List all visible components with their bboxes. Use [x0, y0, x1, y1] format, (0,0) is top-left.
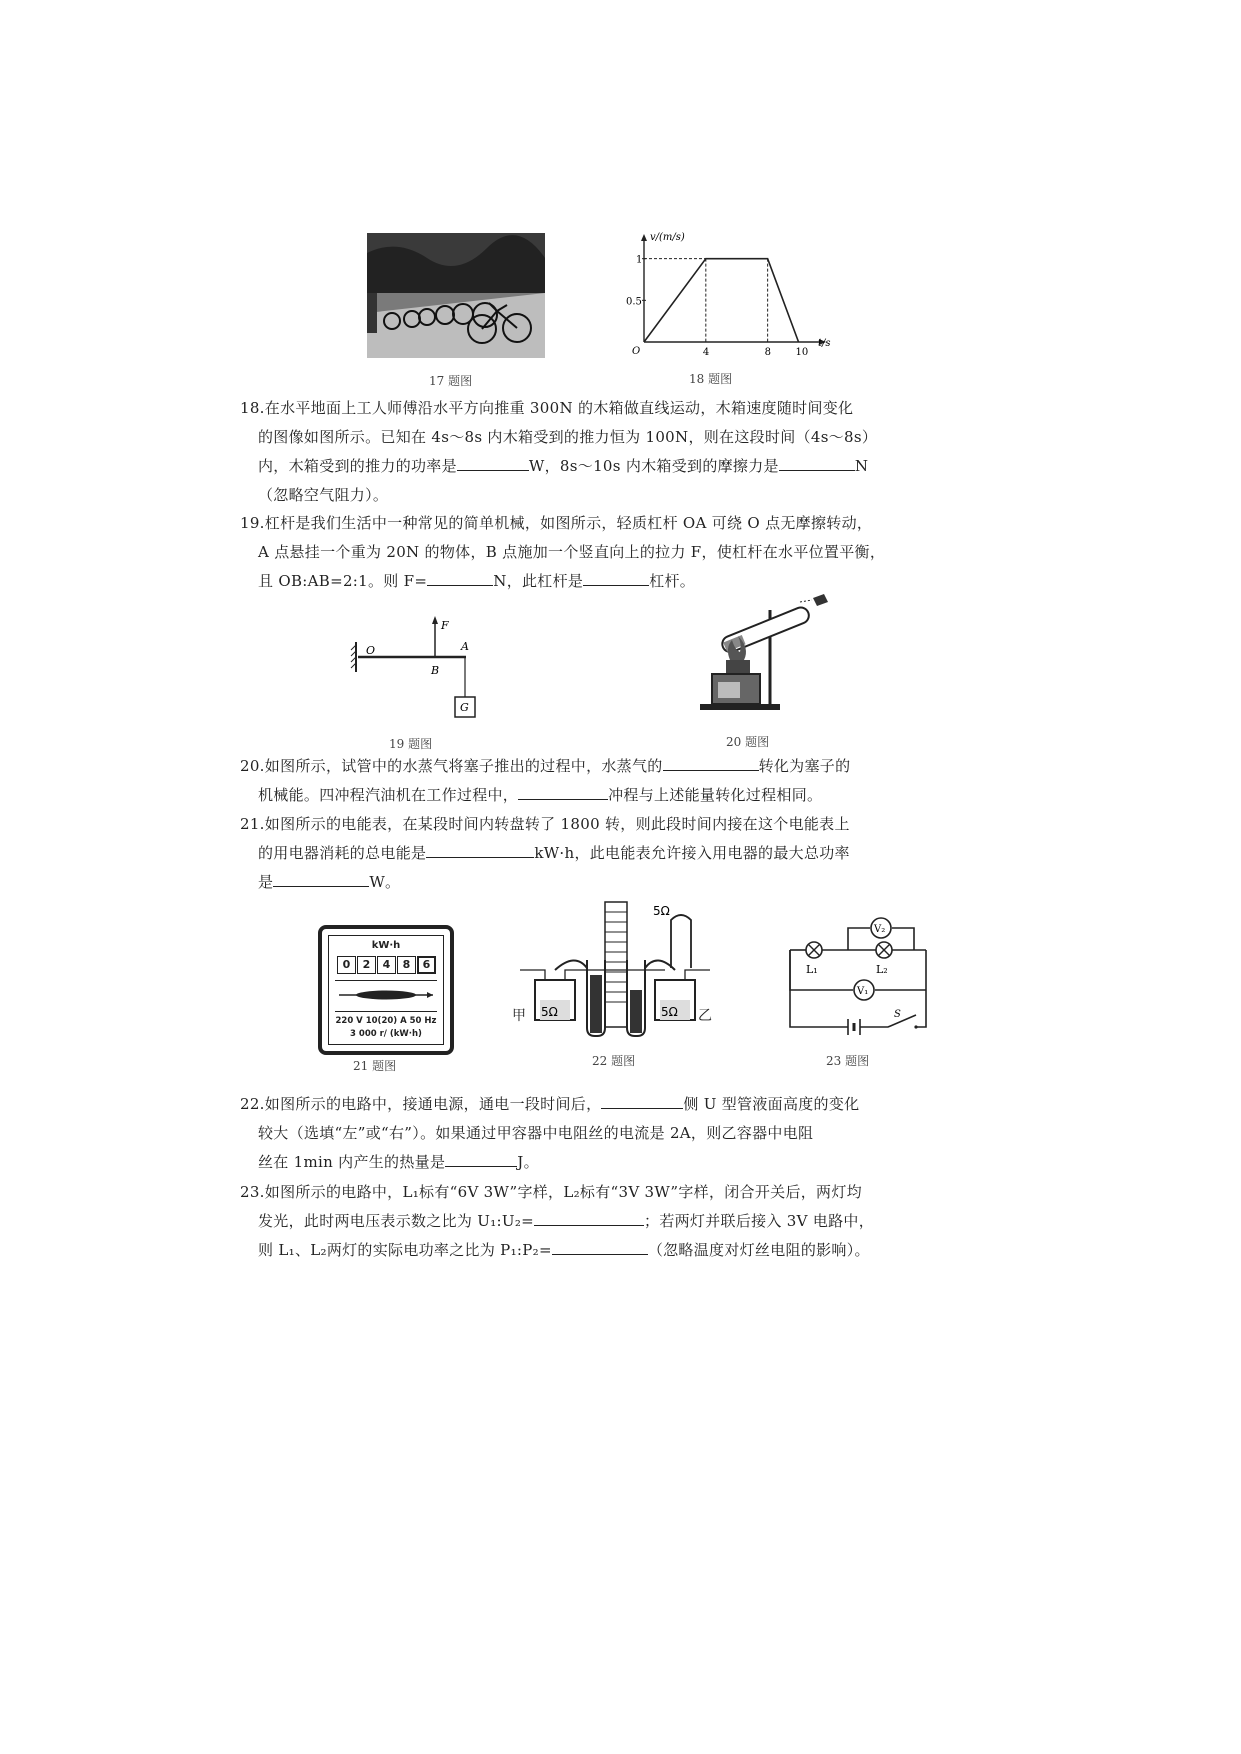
fig19-caption: 19 题图 [389, 737, 433, 751]
y-axis-label: v/(m/s) [650, 232, 685, 243]
meter-spec-rating: 220 V 10(20) A 50 Hz [335, 1016, 437, 1026]
origin-label: O [632, 346, 641, 357]
fig21-energy-meter [318, 925, 454, 1055]
meter-digit-decimal: 6 [417, 956, 436, 974]
fig23-circuit [788, 915, 928, 1035]
lever-label-g: G [460, 701, 469, 714]
q23-blank-power-ratio[interactable] [552, 1238, 648, 1255]
velocity-time-chart [628, 232, 838, 357]
question-20 [240, 752, 1018, 810]
r-top-label: 5Ω [653, 904, 670, 918]
x-tick-label: 10 [795, 347, 809, 358]
y-axis-arrow [641, 234, 647, 241]
q19-blank-force[interactable] [427, 569, 493, 586]
fig22-left-label: 甲 [512, 1008, 526, 1024]
fig17-photo [367, 233, 545, 358]
q19-line3: 且 OB:AB=2:1。则 F= N，此杠杆是 杠杆。 [258, 567, 1018, 596]
q18-blank-friction[interactable] [779, 454, 855, 471]
q21-blank-max-power[interactable] [273, 870, 369, 887]
q20-blank-energy[interactable] [663, 754, 759, 771]
q21-blank-energy[interactable] [426, 841, 534, 858]
q18-line3: 内，木箱受到的推力的功率是 W，8s～10s 内木箱受到的摩擦力是 N [258, 452, 1018, 481]
y-tick-label: 1 [636, 254, 643, 266]
fig23-caption: 23 题图 [826, 1054, 870, 1068]
meter-disc-icon [335, 981, 437, 1009]
q23-line3: 则 L₁、L₂两灯的实际电功率之比为 P₁:P₂= （忽略温度对灯丝电阻的影响）。 [258, 1236, 1018, 1265]
r-left-label: 5Ω [541, 1005, 558, 1019]
lever-label-a: A [461, 640, 469, 653]
fig22-joule-apparatus [505, 900, 725, 1045]
meter-unit: kW·h [371, 940, 401, 951]
x-tick-label: 4 [702, 347, 710, 358]
fig17-caption: 17 题图 [429, 374, 473, 388]
series-line [644, 259, 799, 342]
question-22 [240, 1090, 1018, 1177]
lamp-l2-label: L₂ [876, 963, 888, 976]
fig21-caption: 21 题图 [353, 1059, 397, 1073]
fig22-right-label: 乙 [698, 1008, 712, 1024]
q19-line1: 19.杠杆是我们生活中一种常见的简单机械，如图所示，轻质杠杆 OA 可绕 O 点无摩擦转动， [240, 514, 873, 532]
q18-line4: （忽略空气阻力）。 [258, 486, 389, 504]
meter-digit: 8 [397, 956, 416, 974]
question-21 [240, 810, 1018, 897]
fig19-lever [348, 612, 488, 722]
meter-spec-revolutions: 3 000 r/ (kW·h) [350, 1029, 422, 1039]
q23-number: 23. [240, 1183, 265, 1201]
lamp-l1-label: L₁ [806, 963, 818, 976]
meter-disc-slot [335, 980, 437, 1012]
q22-line1: 22.如图所示的电路中，接通电源，通电一段时间后， 侧 U 型管液面高度的变化 [258, 1090, 1018, 1119]
lever-label-f: F [441, 619, 449, 632]
q18-number: 18. [240, 399, 265, 417]
fig18-caption: 18 题图 [689, 372, 733, 386]
q22-number: 22. [240, 1095, 265, 1113]
question-19 [240, 509, 1018, 596]
q21-number: 21. [240, 815, 265, 833]
q18-line1: 18.在水平地面上工人师傅沿水平方向推重 300N 的木箱做直线运动，木箱速度随时间变化 [240, 399, 854, 417]
q23-line2: 发光，此时两电压表示数之比为 U₁:U₂= ；若两灯并联后接入 3V 电路中， [258, 1207, 1018, 1236]
q18-blank-power[interactable] [457, 454, 529, 471]
q20-line2: 机械能。四冲程汽油机在工作过程中， 冲程与上述能量转化过程相同。 [258, 781, 1018, 810]
q22-blank-heat[interactable] [445, 1150, 517, 1167]
fig22-caption: 22 题图 [592, 1054, 636, 1068]
q23-line1: 23.如图所示的电路中，L₁标有“6V 3W”字样，L₂标有“3V 3W”字样，闭合开关后，两灯均 [240, 1183, 862, 1201]
meter-digits [337, 956, 437, 974]
lever-label-b: B [431, 664, 440, 677]
q23-blank-voltage-ratio[interactable] [534, 1209, 644, 1226]
meter-digit: 4 [377, 956, 396, 974]
voltmeter-v2-label: V₂ [874, 924, 886, 935]
q20-line1: 20.如图所示，试管中的水蒸气将塞子推出的过程中，水蒸气的 转化为塞子的 [258, 752, 1018, 781]
q20-blank-stroke[interactable] [518, 783, 608, 800]
q20-number: 20. [240, 757, 265, 775]
lever-label-o: O [366, 644, 376, 657]
q21-line3: 是 W。 [258, 868, 1018, 897]
q22-line2: 较大（选填“左”或“右”）。如果通过甲容器中电阻丝的电流是 2A，则乙容器中电阻 [258, 1124, 814, 1142]
x-axis-label: t/s [818, 338, 831, 349]
fig18-chart [628, 232, 838, 357]
circuit-diagram [788, 915, 928, 1035]
fig20-caption: 20 题图 [726, 735, 770, 749]
q22-blank-side[interactable] [601, 1092, 683, 1109]
meter-digit: 0 [337, 956, 356, 974]
r-right-label: 5Ω [661, 1005, 678, 1019]
q19-number: 19. [240, 514, 265, 532]
q19-line2: A 点悬挂一个重为 20N 的物体，B 点施加一个竖直向上的拉力 F，使杠杆在水平位置平衡， [258, 543, 886, 561]
q19-blank-lever-type[interactable] [583, 569, 649, 586]
voltmeter-v1-label: V₁ [857, 986, 869, 997]
lever-diagram [348, 612, 488, 722]
fig20-apparatus [700, 592, 840, 712]
switch-label: S [894, 1009, 901, 1020]
u-tube-apparatus [505, 900, 725, 1045]
test-tube-apparatus [700, 592, 840, 712]
meter-digit: 2 [357, 956, 376, 974]
bicycle-photo-icon [367, 233, 545, 358]
question-18 [240, 394, 1018, 510]
q18-line2: 的图像如图所示。已知在 4s～8s 内木箱受到的推力恒为 100N，则在这段时间（4s～8s） [258, 428, 878, 446]
q21-line1: 21.如图所示的电能表，在某段时间内转盘转了 1800 转，则此段时间内接在这个电能表上 [240, 815, 850, 833]
x-tick-label: 8 [764, 347, 772, 358]
y-tick-label: 0.5 [626, 296, 642, 308]
q21-line2: 的用电器消耗的总电能是 kW·h，此电能表允许接入用电器的最大总功率 [258, 839, 1018, 868]
question-23 [240, 1178, 1018, 1265]
q22-line3: 丝在 1min 内产生的热量是 J。 [258, 1148, 1018, 1177]
